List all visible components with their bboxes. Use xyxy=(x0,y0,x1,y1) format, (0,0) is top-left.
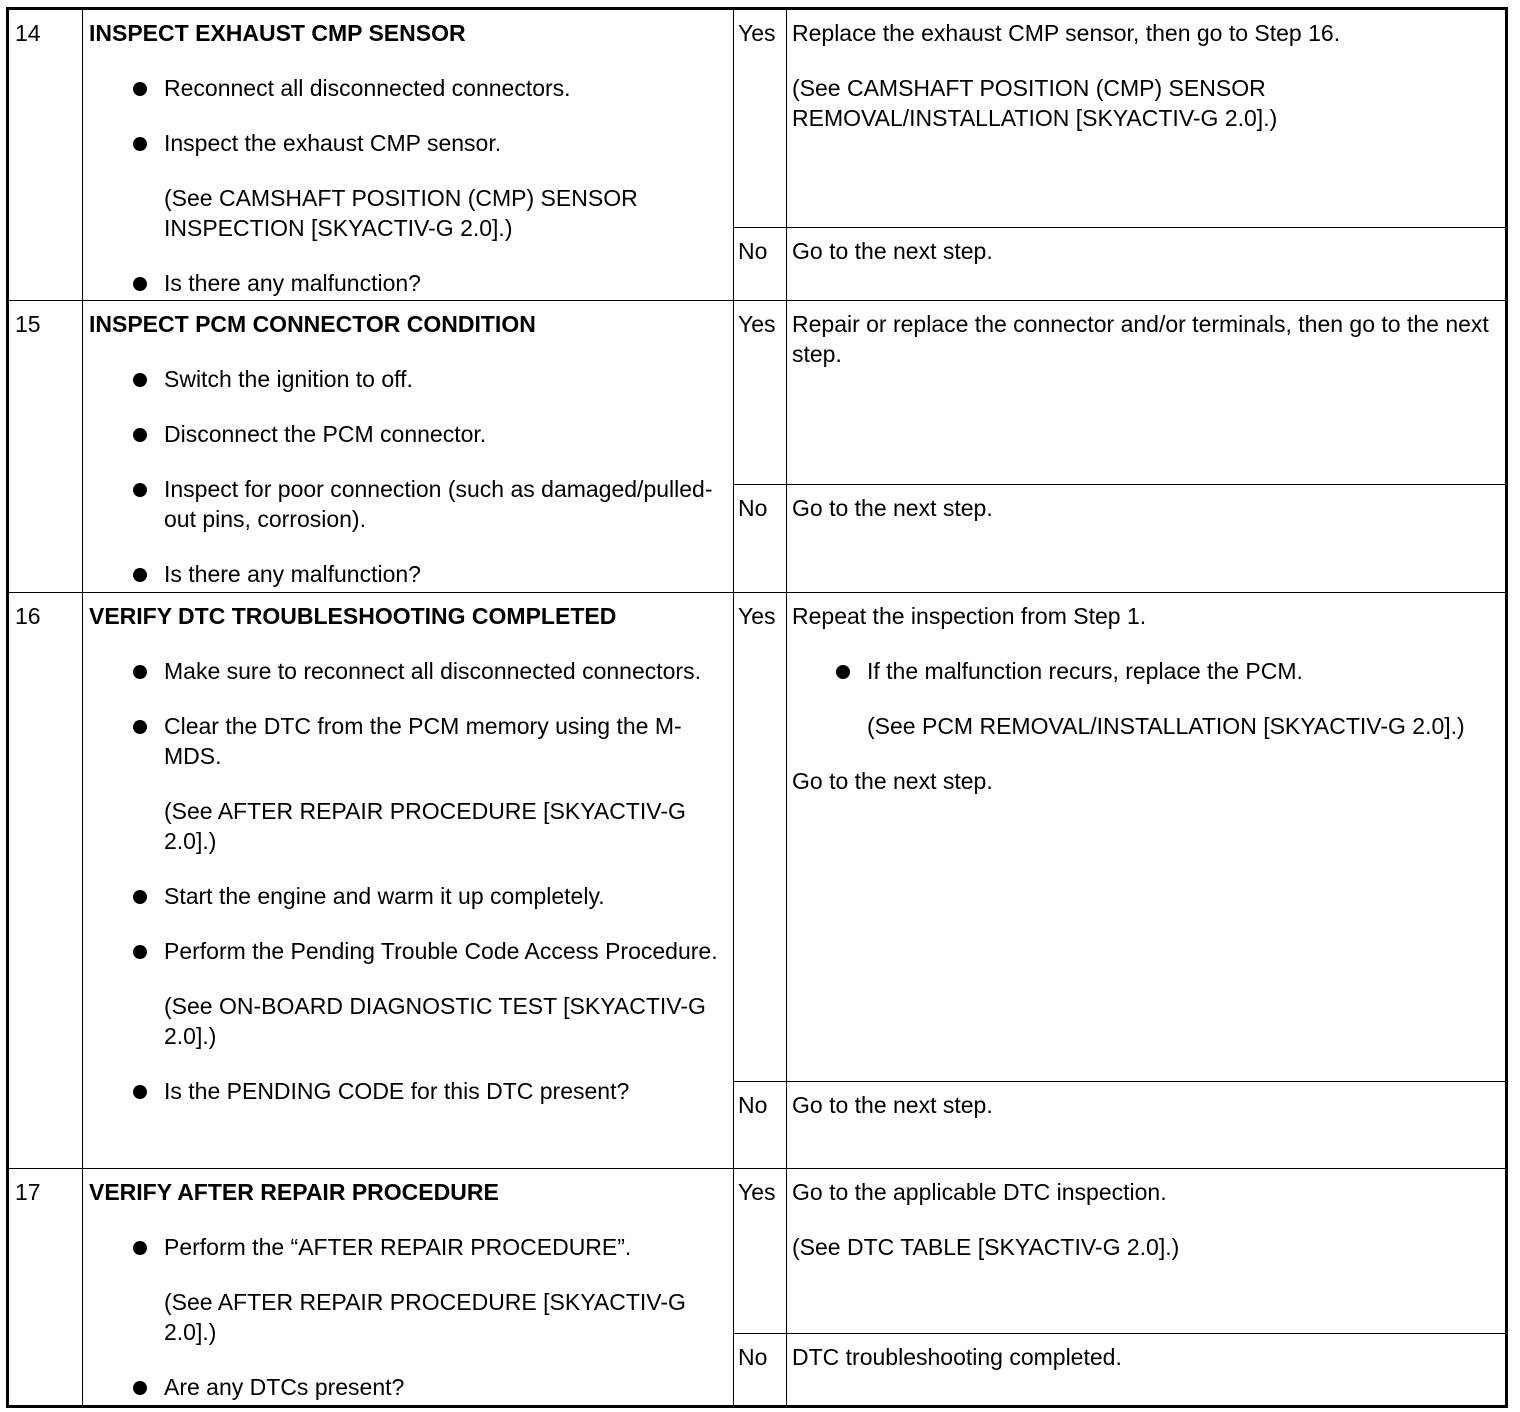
action-text: Replace the exhaust CMP sensor, then go to Step 16. xyxy=(792,20,1341,46)
yes-action xyxy=(787,1169,1507,1334)
step-16-yes-row xyxy=(8,593,1507,1082)
procedure-list xyxy=(89,364,723,589)
procedure-item: Start the engine and warm it up completely. xyxy=(164,881,723,911)
procedure-item: Reconnect all disconnected connectors. xyxy=(164,73,723,103)
answer-yes: Yes xyxy=(734,1169,787,1334)
procedure-reference: (See AFTER REPAIR PROCEDURE [SKYACTIV-G 2.0].) xyxy=(164,1289,686,1345)
procedure-item: Inspect the exhaust CMP sensor. xyxy=(164,128,723,158)
procedure-item: Is there any malfunction? xyxy=(164,559,723,589)
action-text: Go to the applicable DTC inspection. xyxy=(792,1179,1167,1205)
procedure-list xyxy=(89,656,723,771)
no-action: Go to the next step. xyxy=(787,228,1507,301)
procedure-item: Make sure to reconnect all disconnected connectors. xyxy=(164,656,723,686)
procedure-item: Is there any malfunction? xyxy=(164,268,723,298)
answer-yes: Yes xyxy=(734,9,787,228)
troubleshooting-table xyxy=(6,7,1508,1408)
action-reference: (See CAMSHAFT POSITION (CMP) SENSOR REMOVAL/INSTALLATION [SKYACTIV-G 2.0].) xyxy=(792,75,1278,131)
procedure-item: Perform the “AFTER REPAIR PROCEDURE”. xyxy=(164,1232,723,1262)
yes-action: Repair or replace the connector and/or terminals, then go to the next step. xyxy=(787,301,1507,485)
procedure-list xyxy=(89,268,723,298)
procedure-reference: (See CAMSHAFT POSITION (CMP) SENSOR INSPECTION [SKYACTIV-G 2.0].) xyxy=(164,185,638,241)
action-text: Go to the next step. xyxy=(792,768,993,794)
step-procedure xyxy=(83,593,734,1169)
answer-no: No xyxy=(734,228,787,301)
procedure-item: Are any DTCs present? xyxy=(164,1372,723,1402)
step-procedure xyxy=(83,9,734,301)
procedure-item: Inspect for poor connection (such as damaged/pulled-out pins, corrosion). xyxy=(164,474,723,534)
action-reference: (See DTC TABLE [SKYACTIV-G 2.0].) xyxy=(792,1234,1180,1260)
action-reference: (See PCM REMOVAL/INSTALLATION [SKYACTIV-G 2.0].) xyxy=(867,713,1465,739)
step-title: INSPECT EXHAUST CMP SENSOR xyxy=(89,20,466,46)
action-item: If the malfunction recurs, replace the PCM. xyxy=(867,656,1499,686)
step-number: 15 xyxy=(8,301,83,593)
answer-no: No xyxy=(734,485,787,593)
procedure-list xyxy=(89,1372,723,1402)
step-number: 17 xyxy=(8,1169,83,1407)
procedure-item: Switch the ignition to off. xyxy=(164,364,723,394)
no-action: Go to the next step. xyxy=(787,1082,1507,1169)
answer-no: No xyxy=(734,1334,787,1407)
action-text: Repeat the inspection from Step 1. xyxy=(792,603,1147,629)
step-procedure xyxy=(83,301,734,593)
step-number: 14 xyxy=(8,9,83,301)
procedure-item: Disconnect the PCM connector. xyxy=(164,419,723,449)
procedure-item: Clear the DTC from the PCM memory using the M-MDS. xyxy=(164,711,723,771)
procedure-list xyxy=(89,1076,723,1106)
no-action: Go to the next step. xyxy=(787,485,1507,593)
answer-no: No xyxy=(734,1082,787,1169)
step-procedure xyxy=(83,1169,734,1407)
answer-yes: Yes xyxy=(734,301,787,485)
answer-yes: Yes xyxy=(734,593,787,1082)
action-list xyxy=(792,656,1499,686)
step-title: VERIFY DTC TROUBLESHOOTING COMPLETED xyxy=(89,603,617,629)
procedure-list xyxy=(89,881,723,966)
yes-action xyxy=(787,9,1507,228)
step-17-yes-row xyxy=(8,1169,1507,1334)
no-action: DTC troubleshooting completed. xyxy=(787,1334,1507,1407)
procedure-reference: (See AFTER REPAIR PROCEDURE [SKYACTIV-G 2.0].) xyxy=(164,798,686,854)
step-title: INSPECT PCM CONNECTOR CONDITION xyxy=(89,311,536,337)
procedure-item: Perform the Pending Trouble Code Access Procedure. xyxy=(164,936,723,966)
procedure-reference: (See ON-BOARD DIAGNOSTIC TEST [SKYACTIV-G 2.0].) xyxy=(164,993,706,1049)
step-15-yes-row xyxy=(8,301,1507,485)
step-14-yes-row xyxy=(8,9,1507,228)
step-number: 16 xyxy=(8,593,83,1169)
yes-action xyxy=(787,593,1507,1082)
procedure-list xyxy=(89,73,723,158)
step-title: VERIFY AFTER REPAIR PROCEDURE xyxy=(89,1179,499,1205)
procedure-list xyxy=(89,1232,723,1262)
procedure-item: Is the PENDING CODE for this DTC present? xyxy=(164,1076,723,1106)
